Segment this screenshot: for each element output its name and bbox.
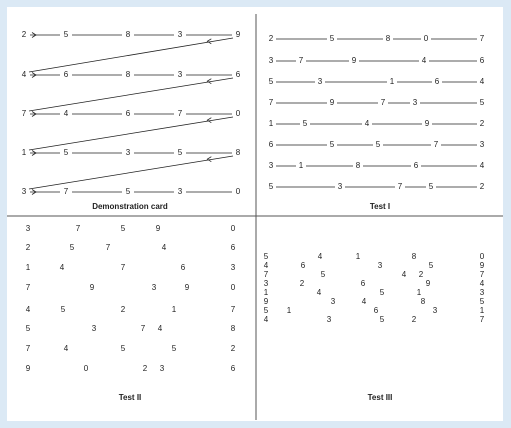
panel-test-3 (264, 252, 485, 402)
digit: 0 (479, 252, 485, 262)
digit: 3 (230, 263, 236, 273)
digit: 4 (25, 305, 31, 315)
digit: 3 (263, 279, 269, 289)
digit: 9 (263, 297, 269, 307)
digit: 8 (411, 252, 417, 262)
digit: 6 (235, 70, 241, 80)
digit: 3 (268, 56, 274, 66)
arrowhead (207, 39, 211, 44)
digit: 3 (91, 324, 97, 334)
panel-test-2 (26, 224, 236, 402)
panel-test-1 (269, 34, 485, 211)
digit: 7 (120, 263, 126, 273)
digit: 8 (385, 34, 391, 44)
digit: 9 (235, 30, 241, 40)
digit: 3 (326, 315, 332, 325)
digit: 3 (317, 77, 323, 87)
digit: 4 (364, 119, 370, 129)
digit: 8 (125, 70, 131, 80)
digit: 2 (411, 315, 417, 325)
digit: 3 (21, 187, 27, 197)
digit: 4 (21, 70, 27, 80)
digit: 8 (235, 148, 241, 158)
digit: 0 (235, 187, 241, 197)
digit: 3 (412, 98, 418, 108)
digit: 4 (63, 109, 69, 119)
digit: 2 (268, 34, 274, 44)
digit: 7 (380, 98, 386, 108)
digit: 2 (21, 30, 27, 40)
digit: 3 (479, 140, 485, 150)
digit: 3 (479, 288, 485, 298)
digit: 6 (63, 70, 69, 80)
diagonal-connector (29, 156, 233, 189)
digit: 7 (479, 315, 485, 325)
digit: 5 (263, 306, 269, 316)
digit: 7 (177, 109, 183, 119)
digit: 3 (377, 261, 383, 271)
digit: 2 (418, 270, 424, 280)
digit: 4 (361, 297, 367, 307)
digit: 3 (268, 161, 274, 171)
digit: 4 (59, 263, 65, 273)
digit: 9 (479, 261, 485, 271)
digit: 1 (479, 306, 485, 316)
digit: 2 (299, 279, 305, 289)
digit: 2 (479, 182, 485, 192)
panel-demonstration-card (22, 30, 241, 211)
digit: 7 (25, 344, 31, 354)
digit: 6 (230, 364, 236, 374)
digit: 9 (351, 56, 357, 66)
digit: 5 (329, 34, 335, 44)
digit: 1 (268, 119, 274, 129)
digit: 5 (63, 148, 69, 158)
digit: 5 (428, 182, 434, 192)
digit: 1 (25, 263, 31, 273)
digit: 8 (355, 161, 361, 171)
digit: 4 (421, 56, 427, 66)
digit: 6 (125, 109, 131, 119)
digit: 5 (320, 270, 326, 280)
digit: 9 (425, 279, 431, 289)
digit: 6 (479, 56, 485, 66)
digit: 4 (157, 324, 163, 334)
digit: 5 (329, 140, 335, 150)
panel-title: Test III (367, 393, 393, 403)
arrowhead (207, 118, 211, 123)
digit: 0 (423, 34, 429, 44)
digit: 6 (180, 263, 186, 273)
digit: 0 (235, 109, 241, 119)
digit: 5 (63, 30, 69, 40)
digit: 9 (89, 283, 95, 293)
digit: 7 (63, 187, 69, 197)
digit: 2 (120, 305, 126, 315)
digit: 4 (263, 261, 269, 271)
digit: 3 (125, 148, 131, 158)
digit: 4 (479, 161, 485, 171)
digit: 7 (25, 283, 31, 293)
digit: 5 (379, 288, 385, 298)
digit: 3 (177, 30, 183, 40)
digit: 1 (355, 252, 361, 262)
digit: 4 (63, 344, 69, 354)
digit: 6 (268, 140, 274, 150)
digit: 9 (25, 364, 31, 374)
digit: 0 (230, 224, 236, 234)
arrowhead (207, 157, 211, 162)
digit: 5 (263, 252, 269, 262)
digit: 4 (161, 243, 167, 253)
digit: 1 (21, 148, 27, 158)
digit: 9 (155, 224, 161, 234)
digit: 7 (479, 270, 485, 280)
digit: 6 (300, 261, 306, 271)
digit: 5 (120, 224, 126, 234)
arrowhead (207, 79, 211, 84)
digit: 5 (479, 297, 485, 307)
digit: 7 (397, 182, 403, 192)
digit: 1 (171, 305, 177, 315)
digit: 3 (330, 297, 336, 307)
digit: 6 (230, 243, 236, 253)
digit: 9 (424, 119, 430, 129)
panel-title: Test I (369, 202, 391, 212)
digit: 8 (230, 324, 236, 334)
digit: 5 (302, 119, 308, 129)
digit: 8 (420, 297, 426, 307)
digit: 7 (433, 140, 439, 150)
digit: 7 (140, 324, 146, 334)
digit: 4 (317, 252, 323, 262)
digit: 3 (25, 224, 31, 234)
diagonal-connector (29, 38, 233, 72)
digit: 5 (428, 261, 434, 271)
digit: 5 (25, 324, 31, 334)
digit: 1 (263, 288, 269, 298)
digit: 3 (177, 70, 183, 80)
digit: 3 (159, 364, 165, 374)
digit: 7 (479, 34, 485, 44)
digit: 3 (432, 306, 438, 316)
digit: 1 (298, 161, 304, 171)
digit: 5 (268, 182, 274, 192)
digit: 7 (268, 98, 274, 108)
digit: 5 (375, 140, 381, 150)
diagonal-connector (29, 78, 233, 111)
digit: 4 (316, 288, 322, 298)
digit: 7 (21, 109, 27, 119)
panel-title: Demonstration card (92, 202, 168, 212)
digit: 6 (360, 279, 366, 289)
digit: 2 (25, 243, 31, 253)
digit: 5 (125, 187, 131, 197)
digit: 7 (263, 270, 269, 280)
digit: 6 (413, 161, 419, 171)
digit: 7 (75, 224, 81, 234)
digit: 5 (60, 305, 66, 315)
digit: 4 (263, 315, 269, 325)
panel-title: Test II (118, 393, 142, 403)
digit: 6 (373, 306, 379, 316)
digit: 9 (329, 98, 335, 108)
digit: 7 (105, 243, 111, 253)
digit: 0 (83, 364, 89, 374)
digit: 0 (230, 283, 236, 293)
digit: 5 (479, 98, 485, 108)
digit: 5 (177, 148, 183, 158)
digit: 8 (125, 30, 131, 40)
digit: 7 (230, 305, 236, 315)
digit: 3 (177, 187, 183, 197)
digit: 2 (479, 119, 485, 129)
digit: 5 (69, 243, 75, 253)
digit: 5 (171, 344, 177, 354)
digit: 5 (268, 77, 274, 87)
digit: 7 (298, 56, 304, 66)
digit: 9 (184, 283, 190, 293)
digit: 1 (286, 306, 292, 316)
digit: 3 (337, 182, 343, 192)
diagonal-connector (29, 117, 233, 150)
digit: 5 (120, 344, 126, 354)
digit: 3 (151, 283, 157, 293)
digit: 5 (379, 315, 385, 325)
digit: 4 (401, 270, 407, 280)
digit: 2 (230, 344, 236, 354)
digit: 4 (479, 77, 485, 87)
digit: 6 (434, 77, 440, 87)
digit: 2 (142, 364, 148, 374)
digit: 4 (479, 279, 485, 289)
digit: 1 (416, 288, 422, 298)
digit: 1 (389, 77, 395, 87)
